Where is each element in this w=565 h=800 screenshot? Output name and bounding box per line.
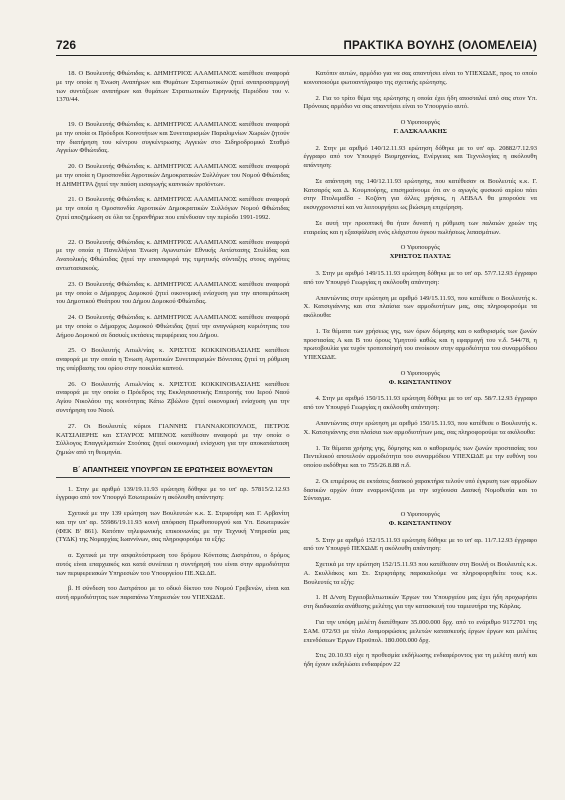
answer-paragraph: 2. Για το τρίτο θέμα της ερώτησης η οποία έχει ήδη αποσταλεί από σας στον Υπ. Πρόνοιας αρμόδιο να σας απαντήσει είναι το Υπουργείο αυτό. bbox=[303, 94, 537, 111]
petition-item: 25. Ο Βουλευτής Αιτωλ/νίας κ. ΧΡΙΣΤΟΣ ΚΟΚΚΙΝΟΒΑΣΙΛΗΣ κατέθεσε αναφορά με την οποία η Ένωση Αγροτικών Συνεταιρισμών Βόνιτσας ζητεί τη ρύθμιση της υπέρβασης του ορίου στην ποικιλία καπνού. bbox=[56, 347, 290, 372]
minister-signature bbox=[304, 244, 538, 262]
page-header bbox=[56, 38, 537, 56]
left-column bbox=[56, 70, 290, 677]
petition-item: 24. Ο Βουλευτής Φθιώτιδας κ. ΔΗΜΗΤΡΙΟΣ ΑΛΑΜΠΑΝΟΣ κατέθεσε αναφορά με την οποία ο Δήμαρχος Δομοκού Φθιώτιδας ζητεί την αναγνώριση κυριότητας του Δήμου Δομοκού σε δασικές εκτάσεις περιφέρειας του Δήμου. bbox=[56, 314, 290, 339]
petition-item: 27. Οι Βουλευτές κύριοι ΓΙΑΝΝΗΣ ΓΙΑΝΝΑΚΟΠΟΥΛΟΣ, ΠΕΤΡΟΣ ΚΑΤΣΙΛΙΕΡΗΣ και ΣΤΑΥΡΟΣ ΜΠΕΝΟΣ κατέθεσαν αναφορά με την οποία ο Σύλλογος Επαγγελματιών Στούπας ζητεί οικονομική ενίσχυση για την αποκατάσταση ζημιών από τη θεομηνία. bbox=[56, 422, 290, 457]
answer-paragraph: β. Η σύνδεση του Διστράτου με το οδικό δίκτυο του Νομού Γρεβενών, είναι και αυτή αρμοδιότητας των παραπάνω Υπηρεσιών του ΥΠΕΧΩΔΕ. bbox=[56, 585, 290, 602]
answer-paragraph: Κατόπιν αυτών, αρμόδιο για να σας απαντήσει είναι το ΥΠΕΧΩΔΕ, προς το οποίο κοινοποιούμε φωτοαντίγραφο της σχετικής ερώτησης. bbox=[303, 70, 537, 86]
petition-item: 26. Ο Βουλευτής Αιτωλ/νίας κ. ΧΡΙΣΤΟΣ ΚΟΚΚΙΝΟΒΑΣΙΛΗΣ κατέθεσε αναφορά με την οποία ο Πρόεδρος της Εκκλησιαστικής Επιτροπής του Ιερού Ναού Αγίου Νικολάου της κοινότητας Κάτω Ζβώλου ζητεί οικονομική ενίσχυση για την συντήρηση του Ναού. bbox=[56, 380, 290, 414]
signature-name: Φ. ΚΩΝΣΤΑΝΤΙΝΟΥ bbox=[388, 519, 452, 527]
answer-paragraph: 3. Στην με αριθμό 149/15.11.93 ερώτηση δόθηκε με το υπ' αρ. 57/7.12.93 έγγραφο από τον Υπουργό Γεωργίας η ακόλουθη απάντηση: bbox=[303, 270, 537, 286]
petition-item: 23. Ο Βουλευτής Φθιώτιδας κ. ΔΗΜΗΤΡΙΟΣ ΑΛΑΜΠΑΝΟΣ κατέθεσε αναφορά με την οποία ο Δήμαρχος Δομοκού ζητεί οικονομική ενίσχυση για την αποπεράτωση του Δημοτικού Θεάτρου του Δήμου Δομοκού Φθιώτιδας. bbox=[56, 280, 290, 306]
signature-name: Φ. ΚΩΝΣΤΑΝΤΙΝΟΥ bbox=[388, 378, 452, 386]
answer-paragraph: 1. Στην με αριθμό 139/19.11.93 ερώτηση δόθηκε με το υπ' αρ. 57815/2.12.93 έγγραφο από τον Υπουργό Εσωτερικών η ακόλουθη απάντηση: bbox=[56, 485, 290, 502]
petition-item: 20. Ο Βουλευτής Φθιώτιδας κ. ΔΗΜΗΤΡΙΟΣ ΑΛΑΜΠΑΝΟΣ κατέθεσε αναφορά με την οποία η Ομοσπονδία Αγροτικών Δημοκρατικών Συλλόγων του Νομού Φθιώτιδας Η ΔΗΜΗΤΡΑ ζητεί την παύση εισαγωγής καπνικών προϊόντων. bbox=[56, 163, 290, 188]
answer-paragraph: 2. Στην με αριθμό 140/12.11.93 ερώτηση δόθηκε με το υπ' αρ. 20882/7.12.93 έγγραφο από τον Υπουργό Βιομηχανίας, Ενέργειας και Τεχνολογίας η ακόλουθη απάντηση: bbox=[303, 144, 537, 170]
minister-signature bbox=[304, 119, 538, 137]
minister-signature bbox=[304, 511, 538, 529]
answer-paragraph: Σχετικά με την 139 ερώτηση των Βουλευτών κ.κ. Σ. Στριφτάρη και Γ. Αρβανίτη και την υπ' αρ. 55986/19.11.93 κοινή απόφαση Πρωθυπουργού και Υπ. Εσωτερικών (ΦΕΚ Β' 861). Κατόπιν τηλεφωνικής επικοινωνίας με την Τεχνική Υπηρεσία μας (ΤΥΔΚ) της Νομαρχίας Ιωαννίνων, σας πληροφορούμε τα εξής: bbox=[56, 510, 290, 544]
answer-paragraph: Σχετικά με την ερώτηση 152/15.11.93 που κατέθεσαν στη Βουλή οι Βουλευτές κ.κ. Α. Σκυλλάκος και Στ. Στριφτάρης παρακαλούμε να πληροφορηθείτε τους κ.κ. Βουλευτές τα εξής: bbox=[303, 561, 537, 586]
petition-item: 22. Ο Βουλευτής Φθιώτιδας κ. ΔΗΜΗΤΡΙΟΣ ΑΛΑΜΠΑΝΟΣ κατέθεσε αναφορά με την οποία η Πανελλήνια Ένωση Αγωνιστών Εθνικής Αντίστασης Στυλίδας και Ανατολικής Φθιώτιδας ζητεί την επαναφορά της τιμητικής σύνταξης στους αγρότες αντιστασιακούς. bbox=[56, 238, 290, 273]
petition-item: 21. Ο Βουλευτής Φθιώτιδας κ. ΔΗΜΗΤΡΙΟΣ ΑΛΑΜΠΑΝΟΣ κατέθεσε αναφορά με την οποία η Ομοσπονδία Αγροτικών Δημοκρατικών Συλλόγων Νομού Φθιώτιδας ζητεί αποζημίωση σε όλα τα ξηρανθήρια που επένδυσαν την περίοδο 1991-1992. bbox=[56, 196, 290, 221]
signature-name: ΧΡΗΣΤΟΣ ΠΑΧΤΑΣ bbox=[389, 253, 451, 261]
right-column bbox=[304, 70, 538, 677]
signature-role: Ο Υφυπουργός bbox=[400, 369, 440, 377]
answer-paragraph: 5. Στην με αριθμό 152/15.11.93 ερώτηση δόθηκε με το υπ' αρ. 11/7.12.93 έγγραφο από τον Υπουργό ΠΕΧΩΔΕ η ακόλουθη απάντηση: bbox=[303, 536, 537, 553]
answer-paragraph: 4. Στην με αριθμό 150/15.11.93 ερώτηση δόθηκε με το υπ' αρ. 58/7.12.93 έγγραφο από τον Υπουργό Γεωργίας η ακόλουθη απάντηση: bbox=[303, 395, 537, 412]
signature-name: Γ. ΔΑΣΚΑΛΑΚΗΣ bbox=[393, 127, 447, 135]
answer-paragraph: 1. Η Δ/νση Εγγειοβελτιωτικών Έργων του Υπουργείου μας έχει ήδη προχωρήσει στη διαδικασία ανάθεσης μελέτης για την κατασκευή του ταμιευτήρα της Κάρλας. bbox=[303, 594, 537, 611]
answer-paragraph: 1. Τα θέματα χρήσης γης, δόμησης και ο καθορισμός των ζωνών προστασίας του Πεντελικού αποτελούν αρμοδιότητα του συναρμόδιου ΥΠΕΧΩΔΕ με την ευθύνη του οποίου εκδόθηκε και το 755/26.8.88 π.δ. bbox=[303, 444, 537, 470]
page-number: 726 bbox=[56, 38, 77, 52]
page-title: ΠΡΑΚΤΙΚΑ ΒΟΥΛΗΣ (ΟΛΟΜΕΛΕΙΑ) bbox=[343, 40, 537, 52]
signature-role: Ο Υφυπουργός bbox=[400, 244, 440, 252]
petition-item: 18. Ο Βουλευτής Φθιώτιδας κ. ΔΗΜΗΤΡΙΟΣ ΑΛΑΜΠΑΝΟΣ κατέθεσε αναφορά με την οποία η Ένωση Αναπήρων και Θυμάτων Στρατιωτικών ζητεί αναπροσαρμογή των συντάξεων αναπήρων και θυμάτων Στρατιωτικών Ειρηνικής Περιόδου του ν. 1370/44. bbox=[56, 70, 290, 104]
answer-paragraph: Στις 20.10.93 είχε η προθεσμία εκδήλωσης ενδιαφέροντος για τη μελέτη αυτή και ήδη έχουν εκδηλώσει ενδιαφέρον 22 bbox=[303, 652, 537, 669]
answer-paragraph: Σε αυτή την προοπτική θα ήταν δυνατή η ρύθμιση των παλαιών χρεών της εταιρείας και η εξασφάλιση ενός ελάχιστου όγκου πωλήσεως λιπασμάτων. bbox=[303, 219, 537, 236]
answer-paragraph: Απαντώντας στην ερώτηση με αριθμό 149/15.11.93, που κατέθεσε ο Βουλευτής κ. Χ. Κατσιγιάννης και στα πλαίσια των αρμοδιοτήτων μας, σας πληροφορούμε τα ακόλουθα: bbox=[303, 294, 537, 320]
text-columns bbox=[56, 70, 537, 677]
minister-signature bbox=[304, 370, 538, 388]
signature-role: Ο Υφυπουργός bbox=[400, 119, 440, 127]
answer-paragraph: α. Σχετικά με την ασφαλτόστρωση του δρόμου Κόνιτσας Διστράτου, ο δρόμος αυτός είναι επαρχιακός και κατά συνέπεια η συντήρησή του είναι στην αρμοδιότητα των περιφερειακών Υπηρεσιών του Υπουργείου ΠΕ.ΧΩ.ΔΕ. bbox=[56, 552, 290, 577]
answer-paragraph: 2. Οι επιμέρους σε εκτάσεις δασικού χαρακτήρα τελούν υπό έγκριση των αρμοδίων δασικών αρχών όταν εναρμονίζεται με την ισχύουσα Δασική Νομοθεσία και το Σύνταγμα. bbox=[303, 477, 537, 503]
petition-item: 19. Ο Βουλευτής Φθιώτιδας κ. ΔΗΜΗΤΡΙΟΣ ΑΛΑΜΠΑΝΟΣ κατέθεσε αναφορά με την οποία οι Πρόεδροι Κοινοτήτων και Συνεταιρισμών Παραλιμνίων Χωριών ζητούν την διατήρηση του κέντρου συγκέντρωσης Αγγειών στο Σιδηροδρομικό Σταθμό Αγγείων Φθιώτιδας. bbox=[56, 121, 290, 155]
section-heading: Β΄ ΑΠΑΝΤΗΣΕΙΣ ΥΠΟΥΡΓΩΝ ΣΕ ΕΡΩΤΗΣΕΙΣ ΒΟΥΛΕΥΤΩΝ bbox=[56, 465, 290, 478]
answer-paragraph: Για την υπόψη μελέτη διατέθηκαν 35.000.000 δρχ. από το ενάριθμο 9172701 της ΣΑΜ. 072/93 με τίτλο Αναμορφώσεις μελετών κατασκευής έργων έργων και μελέτες επενδύσεων Έργων Προϋπολ. 180.000.000 δρχ. bbox=[303, 618, 537, 644]
answer-paragraph: Σε απάντηση της 140/12.11.93 ερώτησης, που κατέθεσαν οι Βουλευτές κ.κ. Γ. Κατσαρός και Δ. Κουμπούρης, επισημαίνουμε ότι αν ο αγωγός φυσικού αερίου πάει στην Πτολεμαΐδα - Κοζάνη για άλλες χρήσεις, η ΑΕΒΑΛ θα μπορούσε να εκσυγχρονιστεί και να λειτουργήσει ως βιώσιμη επιχείρηση. bbox=[303, 177, 537, 212]
answer-paragraph: Απαντώντας στην ερώτηση με αριθμό 150/15.11.93, που κατέθεσε ο Βουλευτής κ. Χ. Κατσιγιάννης στα πλαίσια των αρμοδιοτήτων μας, σας πληροφορούμε τα ακόλουθα: bbox=[303, 419, 537, 436]
signature-role: Ο Υφυπουργός bbox=[400, 511, 440, 519]
answer-paragraph: 1. Τα θέματα των χρήσεως γης, των όρων δόμησης και ο καθορισμός των ζωνών προστασίας Α και Β του όρους Υμηττού καθώς και η εφαρμογή του ν.δ. 544/78, η πρωτοβουλία για τυχόν τροποποίησή του ανοίκουν στην αρμοδιότητα του συναρμόδιου ΥΠΕΧΩΔΕ. bbox=[303, 327, 537, 362]
